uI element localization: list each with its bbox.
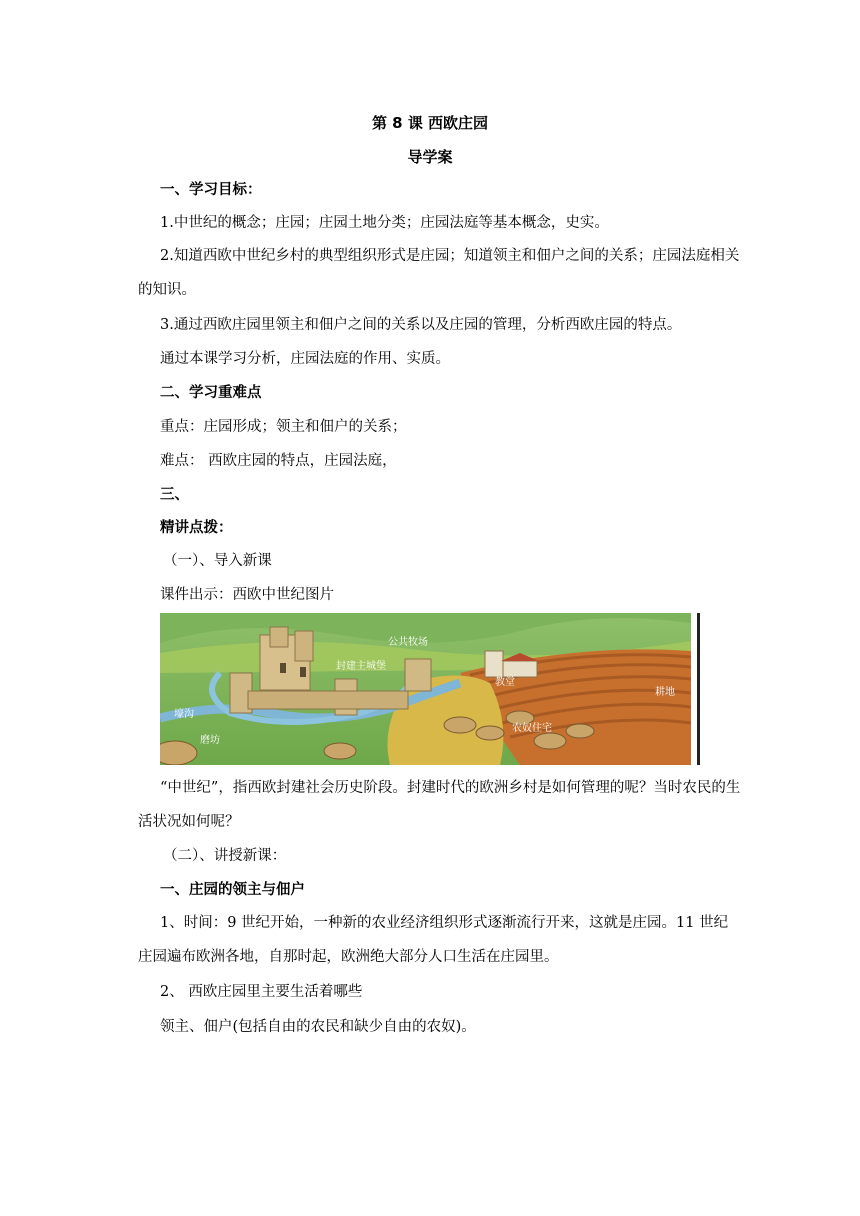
courseware-caption: 课件出示：西欧中世纪图片 [160,587,334,603]
objective-3: 3.通过西欧庄园里领主和佃户之间的关系以及庄园的管理，分析西欧庄园的特点。 [160,317,682,333]
label-farmland: 耕地 [655,687,675,698]
label-moat: 壕沟 [174,709,194,720]
key-point: 重点：庄园形成；领主和佃户的关系； [160,419,407,435]
section-heading-3: 三、 [160,487,189,503]
who-answer: 领主、佃户(包括自由的农民和缺少自由的农奴)。 [160,1019,476,1035]
manor-scene [160,613,691,765]
manor-illustration [160,613,691,765]
lesson-title: 第 8 课 西欧庄园 [371,114,489,132]
section-heading-objectives: 一、学习目标： [160,182,262,198]
objective-2-text: 2.知道西欧中世纪乡村的典型组织形式是庄园；知道领主和佃户之间的关系；庄园法庭相关的知识。 [138,248,740,298]
section-heading-key-points: 二、学习重难点 [160,385,262,401]
difficult-point: 难点： 西欧庄园的特点，庄园法庭， [160,453,397,469]
label-church: 教堂 [495,677,515,688]
label-serf-houses: 农奴住宅 [512,723,552,734]
time-paragraph [138,906,741,974]
objective-1: 1.中世纪的概念；庄园；庄园土地分类；庄园法庭等基本概念，史实。 [160,215,609,231]
label-pasture: 公共牧场 [388,637,428,648]
time-paragraph-text: 1、时间：9 世纪开始，一种新的农业经济组织形式逐渐流行开来，这就是庄园。11 世纪庄园遍布欧洲各地，自那时起，欧洲绝大部分人口生活在庄园里。 [138,915,729,965]
objective-2 [138,239,741,307]
who-question: 2、 西欧庄园里主要生活着哪些 [160,984,363,1000]
intro-paragraph [138,771,741,839]
objective-4: 通过本课学习分析，庄园法庭的作用、实质。 [160,351,450,367]
part-2-heading: （二）、讲授新课： [163,848,287,864]
jingjiang-heading: 精讲点拨： [160,520,233,536]
intro-paragraph-text: “中世纪”，指西欧封建社会历史阶段。封建时代的欧洲乡村是如何管理的呢？当时农民的生活状况如何呢？ [138,780,741,830]
lesson-subtitle: 导学案 [407,148,453,166]
part-1-heading: （一）、导入新课 [163,553,272,569]
image-border [697,613,700,765]
section-heading-lords-tenants: 一、庄园的领主与佃户 [160,882,305,898]
label-mill: 磨坊 [200,735,220,746]
label-castle: 封建主城堡 [336,661,386,672]
